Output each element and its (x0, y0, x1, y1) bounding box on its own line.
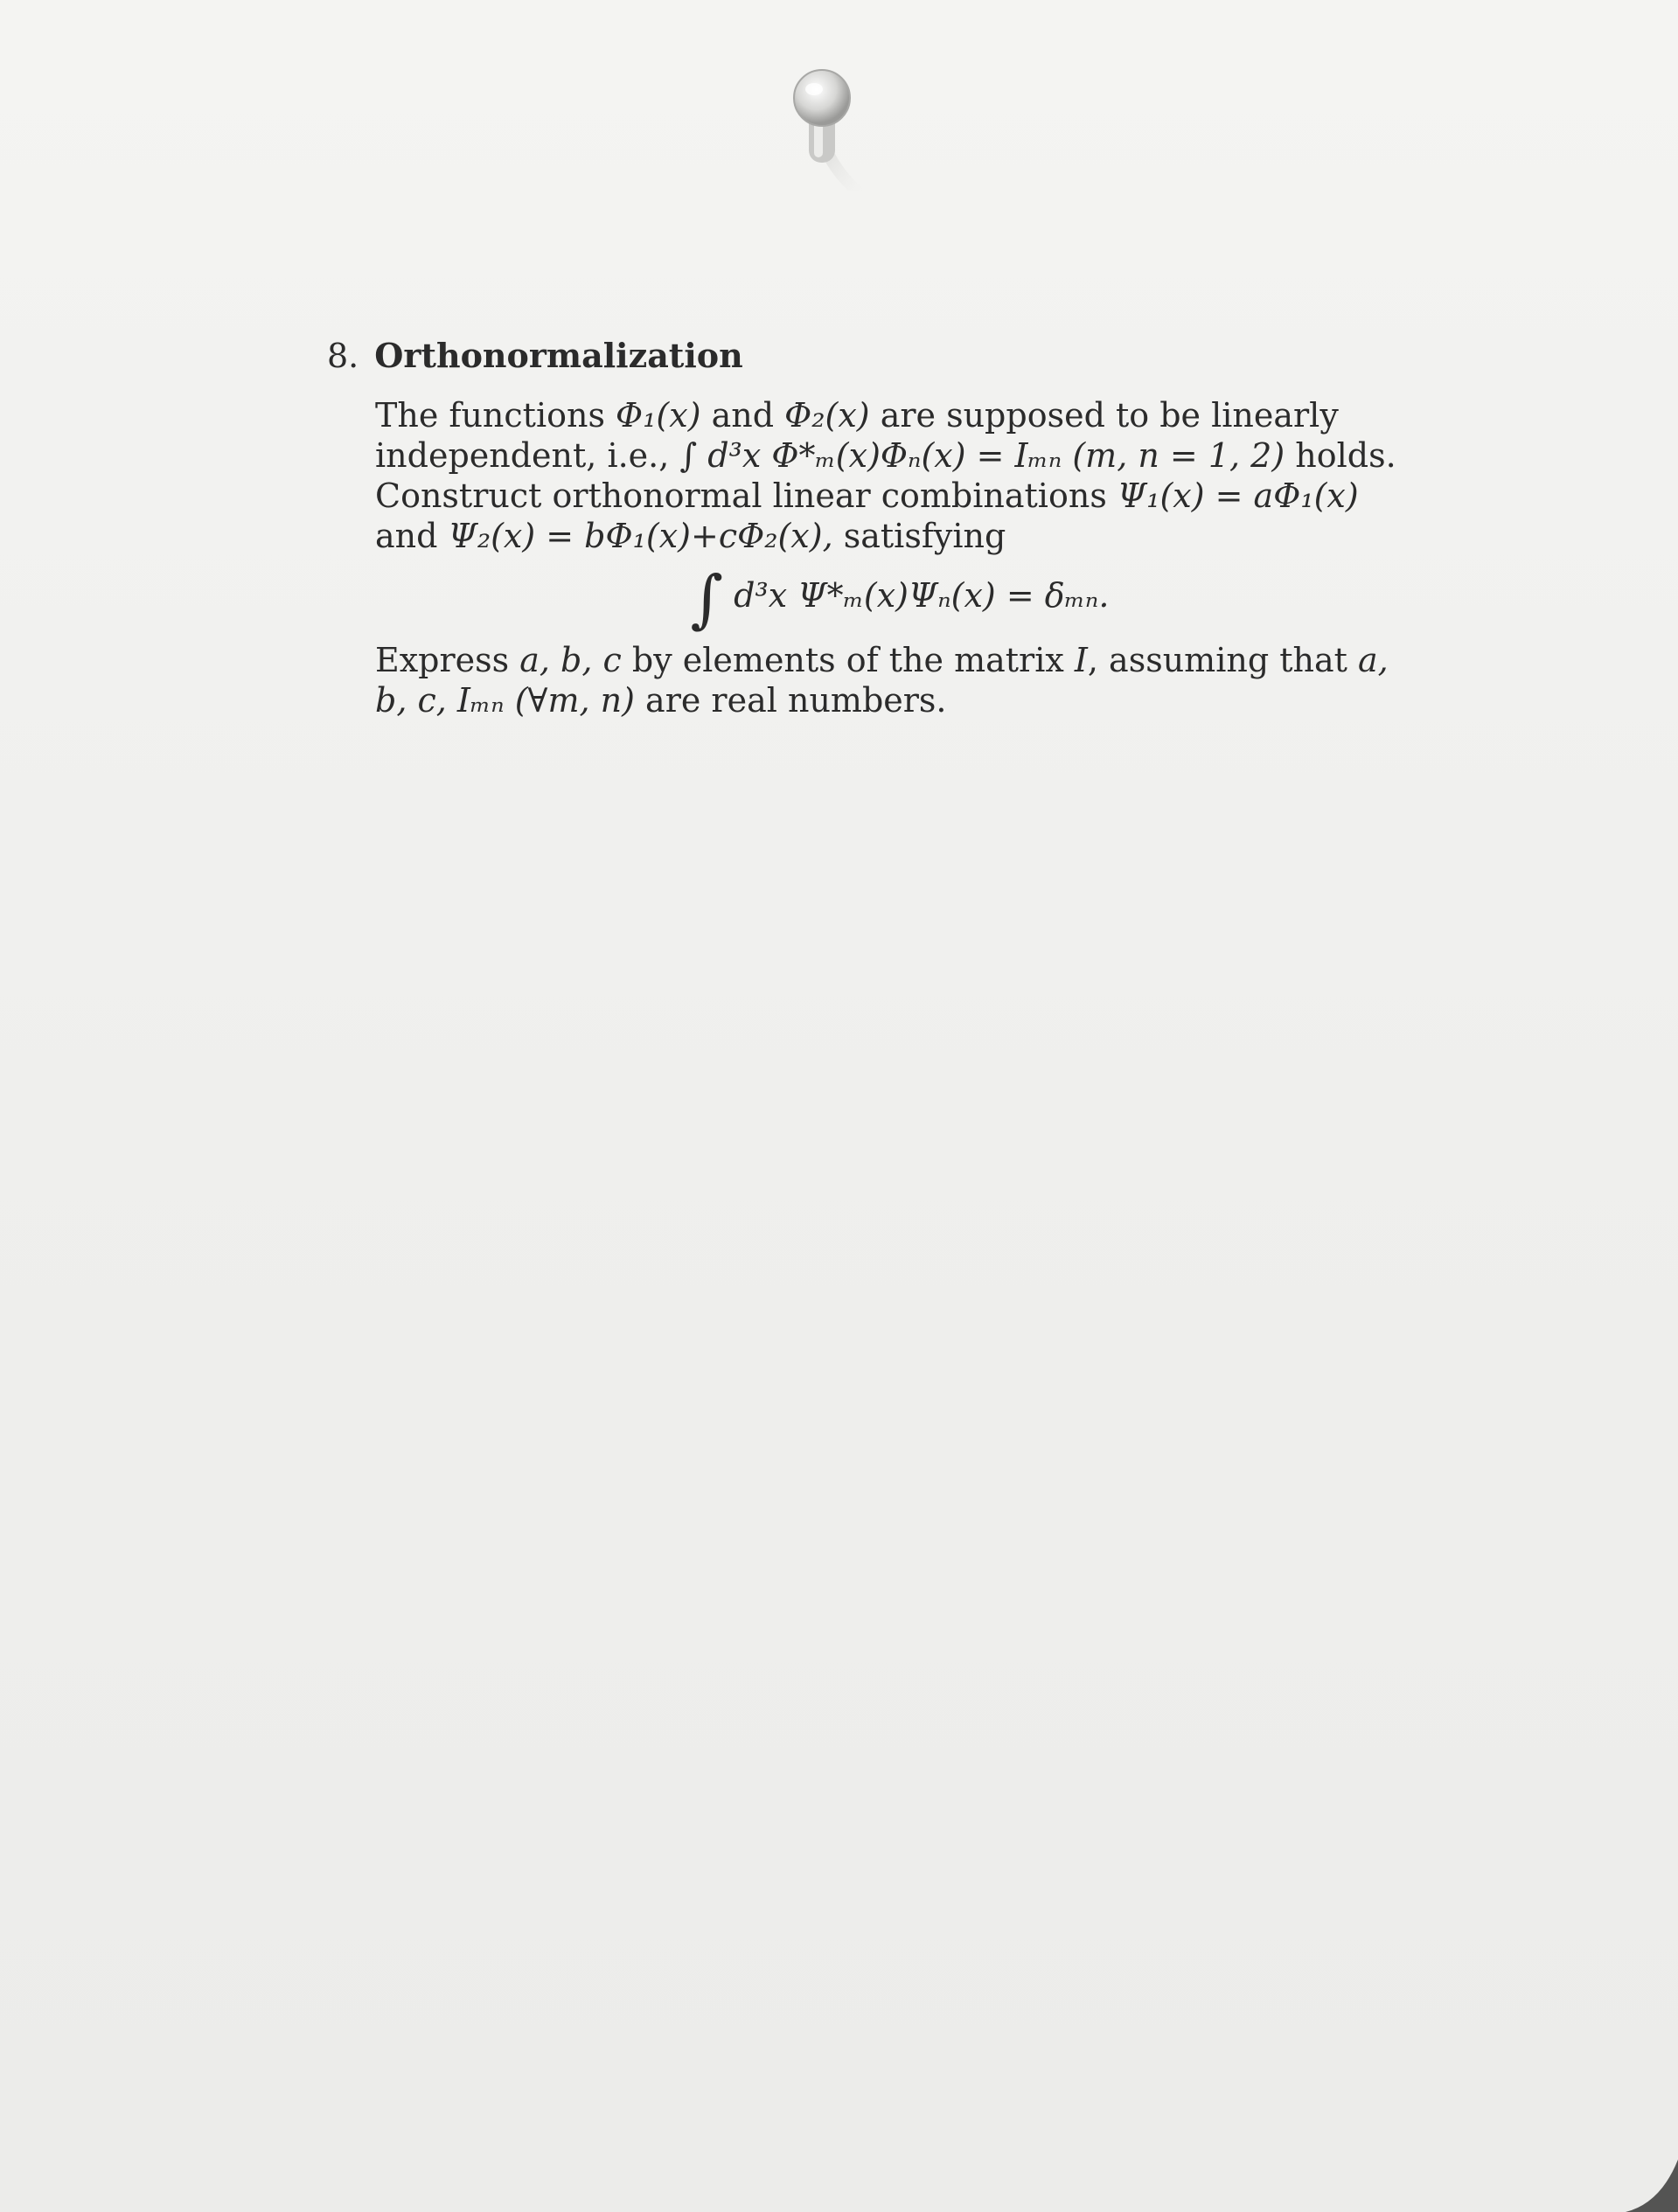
math-matrix-i: I (1074, 640, 1088, 679)
text-run: satisfying (832, 517, 1006, 555)
math-psi2-definition: Ψ₂(x) = bΦ₁(x)+cΦ₂(x), (448, 517, 833, 555)
problem-statement (375, 395, 1424, 556)
problem-body (375, 395, 1424, 720)
text-run: The functions (375, 396, 616, 435)
math-real-variables: a, b, c, Iₘₙ (375, 640, 1389, 720)
orthonormality-equation (375, 561, 1424, 636)
math-psi1-definition: Ψ₁(x) = aΦ₁(x) (1117, 476, 1359, 515)
pushpin-image (774, 61, 870, 192)
integral-sign: ∫ (690, 561, 724, 636)
math-phi1: Φ₁(x) (616, 396, 701, 435)
problem-question (375, 640, 1424, 720)
math-phi2: Φ₂(x) (784, 396, 870, 435)
math-overlap-integral: ∫ d³x Φ*ₘ(x)Φₙ(x) = Iₘₙ (679, 436, 1062, 475)
text-run: , assuming that (1087, 640, 1358, 679)
text-run: by elements of the matrix (621, 640, 1075, 679)
problem-heading (327, 336, 1464, 376)
text-run: are supposed to be linearly independent, i.e., (375, 396, 1339, 475)
text-run: and (700, 396, 785, 435)
text-run: and (375, 517, 449, 555)
text-run: holds. Construct orthonormal linear combinations (375, 436, 1396, 515)
math-index-range: (m, n = 1, 2) (1062, 436, 1285, 475)
equation-body: d³x Ψ*ₘ(x)Ψₙ(x) = δₘₙ. (734, 576, 1110, 615)
text-run: Express (375, 640, 520, 679)
problem-title: Orthonormalization (374, 336, 743, 375)
math-variables: a, b, c (519, 640, 622, 679)
math-forall: (∀m, n) (504, 680, 635, 720)
text-run: are real numbers. (634, 680, 947, 720)
page-corner-shadow (1626, 2160, 1678, 2212)
problem-8 (327, 336, 1464, 720)
problem-number: 8. (327, 337, 359, 375)
